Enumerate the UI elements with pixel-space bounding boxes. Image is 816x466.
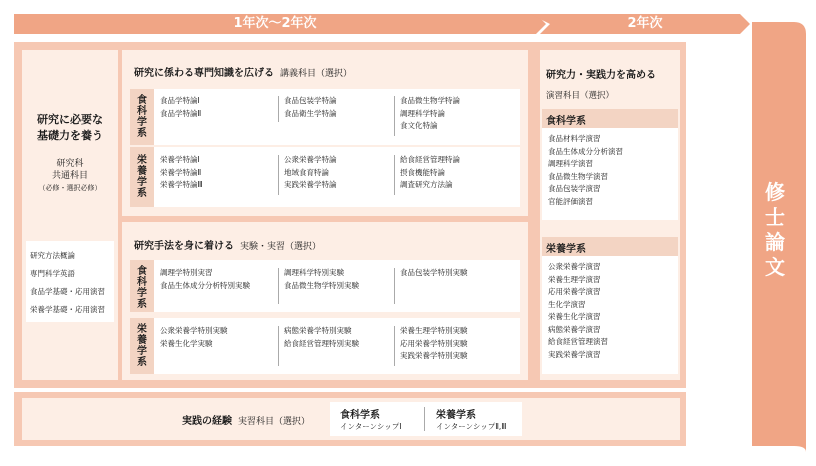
common-courses-note: （必修・選択必修） — [38, 184, 102, 192]
thesis-label: 修士論文 — [765, 180, 785, 279]
course-item: 栄養生化学実験 — [160, 338, 213, 348]
divider — [394, 268, 395, 304]
course-item: 給食経営管理演習 — [548, 337, 608, 346]
practical-nutrition-list — [548, 261, 608, 361]
course-item: 応用栄養学特別実験 — [400, 338, 468, 348]
course-item: 公衆栄養学特論 — [284, 155, 337, 164]
methods-food-col3 — [400, 267, 468, 280]
course-item: 官能評価演習 — [548, 196, 593, 206]
divider — [424, 407, 425, 431]
phase-label-year1-2: 1年次～2年次 — [233, 16, 317, 31]
course-item: 食品生体成分分析演習 — [548, 146, 623, 156]
methods-heading — [134, 237, 321, 252]
course-item: 実践栄養学演習 — [548, 349, 601, 359]
lecture-nutrition-col1 — [160, 154, 203, 192]
methods-food-col1 — [160, 267, 250, 292]
experience-subtitle: 実習科目（選択） — [238, 417, 311, 427]
lecture-heading — [134, 64, 352, 79]
course-item: 栄養生理学演習 — [548, 274, 601, 284]
practical-title: 研究力・実践力を高める — [546, 70, 656, 81]
list-item: 食品学基礎・応用演習 — [30, 287, 105, 296]
lecture-nutrition-col2 — [284, 154, 337, 192]
course-item: 栄養学特論Ⅱ — [160, 167, 202, 177]
divider — [394, 326, 395, 366]
course-item: 地域食育特論 — [284, 167, 329, 177]
methods-nutrition-col3 — [400, 325, 468, 363]
course-item: 調理学特別実習 — [160, 268, 213, 277]
course-item: 調理科学特別実験 — [284, 268, 344, 277]
course-item: 食品包装学演習 — [548, 184, 601, 193]
course-item: 食品学特論Ⅰ — [160, 96, 200, 105]
divider — [394, 155, 395, 195]
divider — [278, 96, 279, 122]
course-item: 調理科学特論 — [400, 108, 445, 118]
divider — [278, 326, 279, 366]
methods-nutrition-col2 — [284, 325, 359, 350]
experience-title: 実践の経験 — [182, 416, 232, 427]
common-courses-label: 研究科 共通科目 — [51, 159, 88, 181]
list-item: 栄養学基礎・応用演習 — [30, 305, 105, 314]
divider — [394, 96, 395, 136]
methods-nutrition-col1 — [160, 325, 228, 350]
course-item: 調査研究方法論 — [400, 180, 453, 189]
course-item: 食品微生物学特別実験 — [284, 280, 359, 290]
methods-food-label: 食科学系 — [137, 266, 147, 310]
course-item: 実践栄養学特別実験 — [400, 351, 468, 360]
practical-nutrition-label: 栄養学系 — [546, 244, 586, 255]
course-item: 応用栄養学演習 — [548, 287, 601, 296]
list-item: 専門科学英語 — [30, 269, 75, 278]
course-item: 給食経営管理特別実験 — [284, 338, 359, 348]
basic-skills-panel — [22, 50, 118, 380]
practical-food-label: 食科学系 — [546, 116, 586, 127]
lecture-nutrition-col3 — [400, 154, 460, 192]
lecture-food-col3 — [400, 95, 460, 133]
course-item: 栄養学特論Ⅲ — [160, 180, 203, 189]
course-item: 食品微生物学演習 — [548, 171, 608, 181]
internship-nutrition — [436, 406, 506, 434]
lecture-nutrition-label: 栄養学系 — [137, 155, 147, 199]
course-item: 食品微生物学特論 — [400, 96, 460, 105]
methods-food-col2 — [284, 267, 359, 292]
course-item: 栄養生理学特別実験 — [400, 326, 468, 335]
course-item: 公衆栄養学特別実験 — [160, 326, 228, 335]
list-item: 研究方法概論 — [30, 251, 75, 260]
course-item: 食品学特論Ⅱ — [160, 108, 202, 118]
course-item: 食品生体成分分析特別実験 — [160, 280, 250, 290]
course-item: 生化学演習 — [548, 299, 586, 309]
lecture-food-box — [154, 89, 520, 145]
basic-skills-title: 研究に必要な 基礎力を養う — [37, 113, 103, 142]
lecture-nutrition-box — [154, 147, 520, 207]
internship-nutrition-course: インターンシップⅡ,Ⅲ — [436, 422, 507, 431]
course-item: 食文化特論 — [400, 121, 438, 130]
internship-food-course: インターンシップⅠ — [340, 422, 402, 431]
course-item: 給食経営管理特論 — [400, 155, 460, 164]
practical-subtitle: 演習科目（選択） — [546, 91, 615, 101]
course-item: 摂食機能特論 — [400, 167, 445, 177]
lecture-food-col1 — [160, 95, 201, 120]
internship-nutrition-label: 栄養学系 — [436, 410, 476, 421]
lecture-food-col2 — [284, 95, 337, 120]
course-item: 実践栄養学特論 — [284, 180, 337, 189]
course-item: 食品衛生学特論 — [284, 108, 337, 118]
lecture-food-label: 食科学系 — [137, 95, 147, 139]
lecture-subtitle: 講義科目（選択） — [280, 69, 353, 79]
course-item: 調理科学演習 — [548, 159, 593, 168]
lecture-title: 研究に係わる専門知識を広げる — [134, 68, 274, 79]
course-item: 病態栄養学特別実験 — [284, 326, 352, 335]
phase-label-year2: 2年次 — [627, 16, 663, 31]
course-item: 食品包装学特別実験 — [400, 268, 468, 277]
methods-subtitle: 実験・実習（選択） — [240, 242, 322, 252]
internship-food-label: 食科学系 — [340, 410, 380, 421]
course-item: 公衆栄養学演習 — [548, 262, 601, 271]
course-item: 食品材料学演習 — [548, 134, 601, 143]
course-item: 栄養学特論Ⅰ — [160, 155, 200, 164]
divider — [278, 155, 279, 195]
experience-heading — [182, 412, 310, 427]
course-item: 病態栄養学演習 — [548, 324, 601, 334]
common-courses-list — [30, 247, 114, 319]
internship-food — [340, 406, 401, 434]
course-item: 食品包装学特論 — [284, 96, 337, 105]
course-item: 栄養生化学演習 — [548, 312, 601, 321]
methods-title: 研究手法を身に着ける — [134, 241, 234, 252]
practical-food-list — [548, 133, 623, 208]
divider — [278, 268, 279, 304]
methods-nutrition-label: 栄養学系 — [137, 324, 147, 368]
